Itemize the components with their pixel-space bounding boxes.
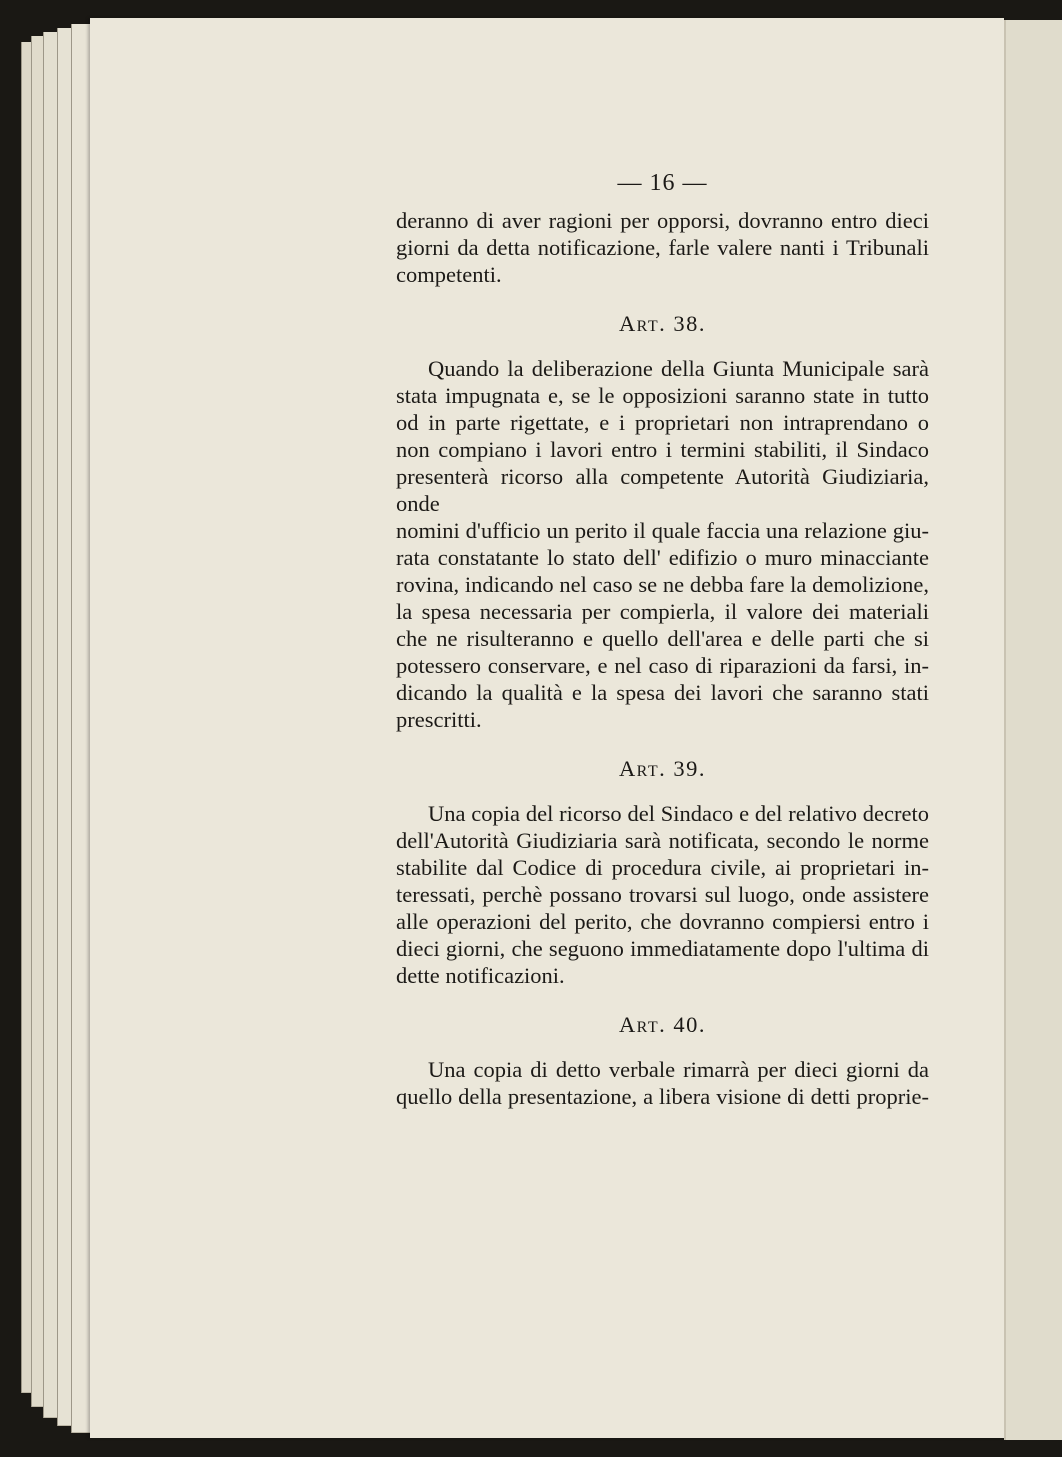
text-line: Quando la deliberazione della Giunta Municipale sarà — [428, 356, 929, 381]
text-line: od in parte rigettate, e i proprietari non intraprendano o — [396, 410, 929, 435]
text-line: deranno di aver ragioni per opporsi, dovranno entro dieci — [396, 208, 929, 233]
text-line: stata impugnata e, se le opposizioni saranno state in tutto — [396, 383, 929, 408]
text-line: alle operazioni del perito, che dovranno compiersi entro i — [396, 909, 929, 934]
text-line: competenti. — [396, 262, 502, 287]
text-line: dicando la qualità e la spesa dei lavori che saranno stati — [396, 680, 929, 705]
article-38-paragraph — [396, 355, 929, 733]
text-line: dell'Autorità Giudiziaria sarà notificata, secondo le norme — [396, 828, 929, 853]
text-line: potessero conservare, e nel caso di riparazioni da farsi, in- — [396, 653, 929, 678]
text-line: dette notificazioni. — [396, 963, 565, 988]
text-line: non compiano i lavori entro i termini stabiliti, il Sindaco — [396, 437, 929, 462]
text-line: giorni da detta notificazione, farle valere nanti i Tribunali — [396, 235, 929, 260]
text-line: stabilite dal Codice di procedura civile, ai proprietari in- — [396, 855, 929, 880]
page-text — [396, 170, 929, 1110]
text-line: Una copia di detto verbale rimarrà per dieci giorni da — [428, 1057, 929, 1082]
text-line: nomini d'ufficio un perito il quale faccia una relazione giu- — [396, 518, 929, 543]
text-line: prescritti. — [396, 707, 482, 732]
text-line: teressati, perchè possano trovarsi sul luogo, onde assistere — [396, 882, 929, 907]
text-line: rovina, indicando nel caso se ne debba fare la demolizione, — [396, 572, 929, 597]
article-40-paragraph — [396, 1056, 929, 1110]
text-line: presenterà ricorso alla competente Autorità Giudiziaria, onde — [396, 464, 929, 516]
article-39-paragraph — [396, 800, 929, 989]
text-line: la spesa necessaria per compierla, il valore dei materiali — [396, 599, 929, 624]
text-line: che ne risulteranno e quello dell'area e delle parti che si — [396, 626, 929, 651]
facing-page-edge — [1004, 20, 1062, 1440]
text-line: Una copia del ricorso del Sindaco e del relativo decreto — [428, 801, 929, 826]
article-39-heading: Art. 39. — [618, 756, 707, 781]
text-line: quello della presentazione, a libera visione di detti proprie- — [396, 1084, 929, 1109]
continuation-paragraph — [396, 207, 929, 288]
page-number: — 16 — — [617, 170, 708, 196]
text-line: rata constatante lo stato dell' edifizio o muro minacciante — [396, 545, 929, 570]
article-38-heading: Art. 38. — [618, 311, 707, 336]
text-line: dieci giorni, che seguono immediatamente dopo l'ultima di — [396, 936, 929, 961]
article-40-heading: Art. 40. — [618, 1012, 707, 1037]
